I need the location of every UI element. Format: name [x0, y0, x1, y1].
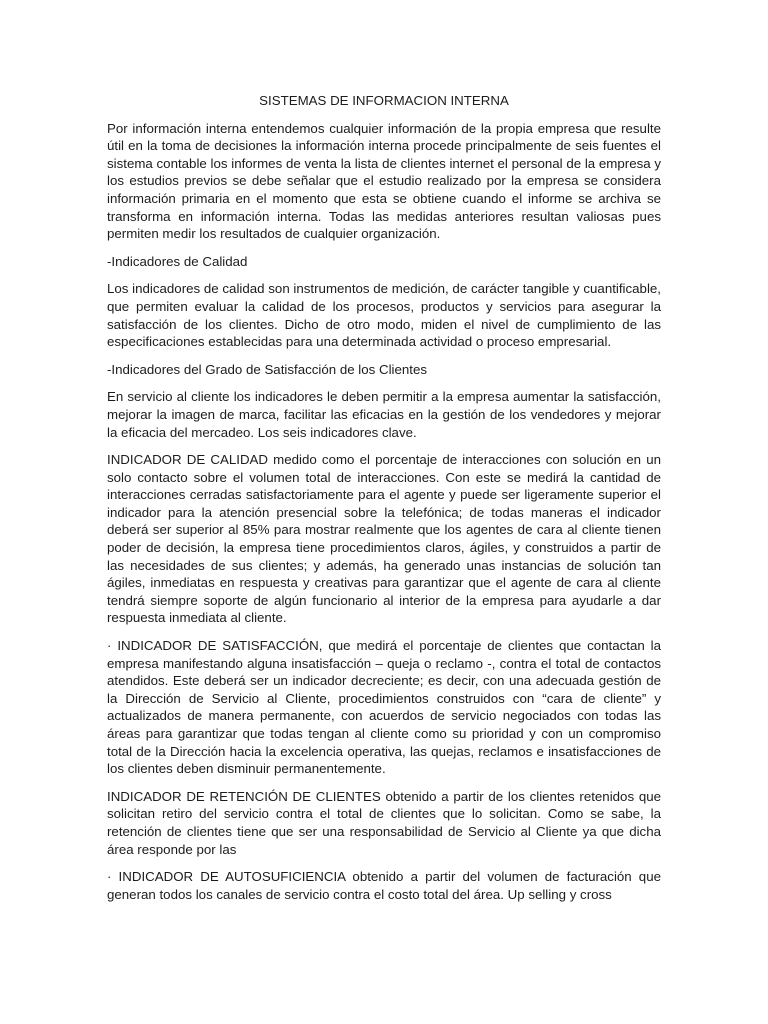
heading-indicadores-calidad: -Indicadores de Calidad: [107, 253, 248, 269]
paragraph-servicio-cliente: En servicio al cliente los indicadores le deben permitir a la empresa aumentar la satisfacción, mejorar la imagen de marca, facilitar las eficacias en la gestión de los vendedores y mejorar la eficacia del mercadeo. Los seis indicadores clave.: [107, 389, 661, 440]
document-page: [107, 92, 661, 903]
paragraph-indicador-satisfaccion: · INDICADOR DE SATISFACCIÓN, que medirá el porcentaje de clientes que contactan la empresa manifestando alguna insatisfacción – queja o reclamo -, contra el total de contactos atendidos. Este deberá ser un indicador decreciente; es decir, con una adecuada gestión de la Dirección de Servicio al Cliente, procedimientos construidos con “cara de cliente” y actualizados de manera permanente, con acuerdos de servicio negociados con todas las áreas para garantizar que todas tengan al cliente como su prioridad y con un compromiso total de la Dirección hacia la excelencia operativa, las quejas, reclamos e insatisfacciones de los clientes deben disminuir permanentemente.: [107, 638, 661, 777]
heading-grado-satisfaccion: -Indicadores del Grado de Satisfacción de los Clientes: [107, 361, 428, 377]
paragraph-indicador-retencion: INDICADOR DE RETENCIÓN DE CLIENTES obtenido a partir de los clientes retenidos que solicitan retiro del servicio contra el total de clientes que lo solicitan. Como se sabe, la retención de clientes tiene que ser una responsabilidad de Servicio al Cliente ya que dicha área responde por las: [107, 788, 661, 857]
paragraph-indicador-autosuficiencia: · INDICADOR DE AUTOSUFICIENCIA obtenido a partir del volumen de facturación que generan todos los canales de servicio contra el costo total del área. Up selling y cross: [107, 869, 661, 902]
document-title: SISTEMAS DE INFORMACION INTERNA: [259, 93, 509, 108]
paragraph-indicador-calidad: INDICADOR DE CALIDAD medido como el porcentaje de interacciones con solución en un solo contacto sobre el volumen total de interacciones. Con este se medirá la cantidad de interacciones cerradas satisfactoriamente para el agente y puede ser ligeramente superior el indicador para la atención presencial sobre la telefónica; de todas maneras el indicador deberá ser superior al 85% para mostrar realmente que los agentes de cara al cliente tienen poder de decisión, la empresa tiene procedimientos claros, ágiles, y construidos a partir de las necesidades de sus clientes; y además, ha generado unas instancias de solución tan ágiles, inmediatas en respuesta y creativas para garantizar que el agente de cara al cliente tendrá siempre soporte de algún funcionario al interior de la empresa para ayudarle a dar respuesta inmediata al cliente.: [107, 452, 661, 626]
paragraph-intro: Por información interna entendemos cualquier información de la propia empresa que resulte útil en la toma de decisiones la información interna procede principalmente de seis fuentes el sistema contable los informes de venta la lista de clientes internet el personal de la empresa y los estudios previos se debe señalar que el estudio realizado por la empresa se considera información primaria en el momento que esta se obtiene cuando el informe se archiva se transforma en información interna. Todas las medidas anteriores resultan valiosas pues permiten medir los resultados de cualquier organización.: [107, 120, 661, 242]
paragraph-indicadores-calidad: Los indicadores de calidad son instrumentos de medición, de carácter tangible y cuantificable, que permiten evaluar la calidad de los procesos, productos y servicios para asegurar la satisfacción de los clientes. Dicho de otro modo, miden el nivel de cumplimiento de las especificaciones establecidas para una determinada actividad o proceso empresarial.: [107, 281, 661, 350]
